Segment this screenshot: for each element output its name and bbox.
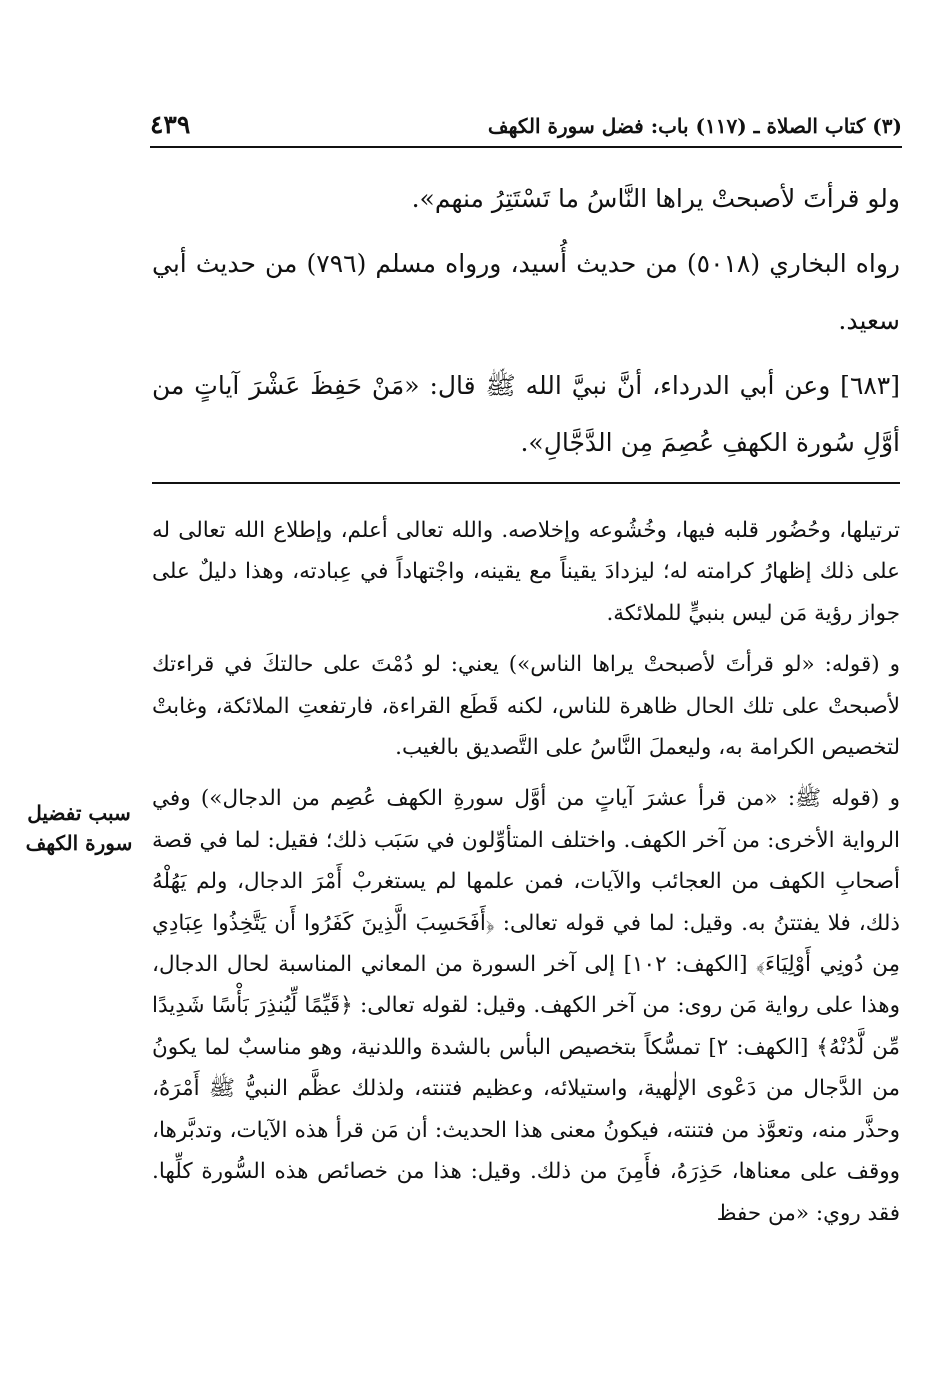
hadith-paragraph: [٦٨٣] وعن أبي الدرداء، أنَّ نبيَّ الله ﷺ قال: «مَنْ حَفِظَ عَشْرَ آياتٍ من أوَّلِ سُورة الكهفِ عُصِمَ مِن الدَّجَّالِ». (152, 371, 900, 457)
commentary-paragraph: و (قوله: «لو قرأتَ لأصبحتْ يراها الناس») يعني: لو دُمْتَ على حالتكَ في قراءتك لأصبحتْ على تلك الحال ظاهرة للناس، لكنه قَطَع القراءة، فارتفعتِ الملائكة، وغابتْ لتخصيص الكرامة به، وليعملَ النَّاسُ على التَّصديق بالغيب. (152, 652, 900, 761)
margin-note: سبب تفضيل سورة الكهف (25, 801, 133, 855)
commentary-paragraph: و (قوله ﷺ: «من قرأ عشرَ آياتٍ من أوَّل سورةِ الكهف عُصِم من الدجال») وفي الرواية الأخرى: من آخر الكهف. واختلف المتأوِّلون في سَبَب ذلك؛ فقيل: لما في قصة أصحابِ الكهف من العجائب والآيات، فمن علمها لم يستغربْ أَمْرَ الدجال، ولم يَهُلْهُ ذلك، فلا يفتتنُ به. وقيل: لما في قوله تعالى: ﴿أَفَحَسِبَ الَّذِينَ كَفَرُوا أَن يَتَّخِذُوا عِبَادِي مِن دُونِي أَوْلِيَاءَ﴾ [الكهف: ١٠٢] إلى آخر السورة من المعاني المناسبة لحال الدجال، وهذا على رواية مَن روى: من آخر الكهف. وقيل: لقوله تعالى: ﴿قَيِّمًا لِّيُنذِرَ بَأْسًا شَدِيدًا مِّن لَّدُنْهُ﴾ [الكهف: ٢] تمسُّكاً بتخصيص البأس بالشدة واللدنية، وهو مناسبٌ لما يكونُ من الدَّجال من دَعْوى الإلٰهية، واستيلائه، وعظيم فتنته، ولذلك عظَّم النبيُّ ﷺ أَمْرَهُ، وحذَّر منه، وتعوَّذ من فتنته، فيكونُ معنى هذا الحديث: أن مَن قرأ هذه الآيات، وتدبَّرها، ووقف على معناها، حَذِرَهُ، فأَمِنَ من ذلك. وقيل: هذا من خصائص هذه السُّورة كلِّها. فقد روي: «من حفظ (152, 786, 901, 1226)
hadith-text (152, 170, 900, 479)
page-header (150, 108, 902, 148)
page-number: ٤٣٩ (150, 110, 191, 139)
running-head: (٣) كتاب الصلاة ـ (١١٧) باب: فضل سورة الكهف (487, 114, 902, 138)
hadith-paragraph: ولو قرأتَ لأصبحتْ يراها النَّاسُ ما تَسْتَتِرُ منهم». (411, 184, 900, 213)
commentary-paragraph: ترتيلها، وحُضُور قلبه فيها، وخُشُوعه وإخلاصه. والله تعالى أعلم، وإطلاع الله تعالى له على ذلك إظهارُ كرامته له؛ ليزدادَ يقيناً مع يقينه، واجْتهاداً في عِبادته، وهذا دليلٌ على جواز رؤية مَن ليس بنبيٍّ للملائكة. (152, 518, 900, 626)
hadith-paragraph: رواه البخاري (٥٠١٨) من حديث أُسيد، ورواه مسلم (٧٩٦) من حديث أبي سعيد. (152, 249, 900, 335)
commentary-text (152, 510, 900, 1244)
section-divider (152, 482, 900, 484)
